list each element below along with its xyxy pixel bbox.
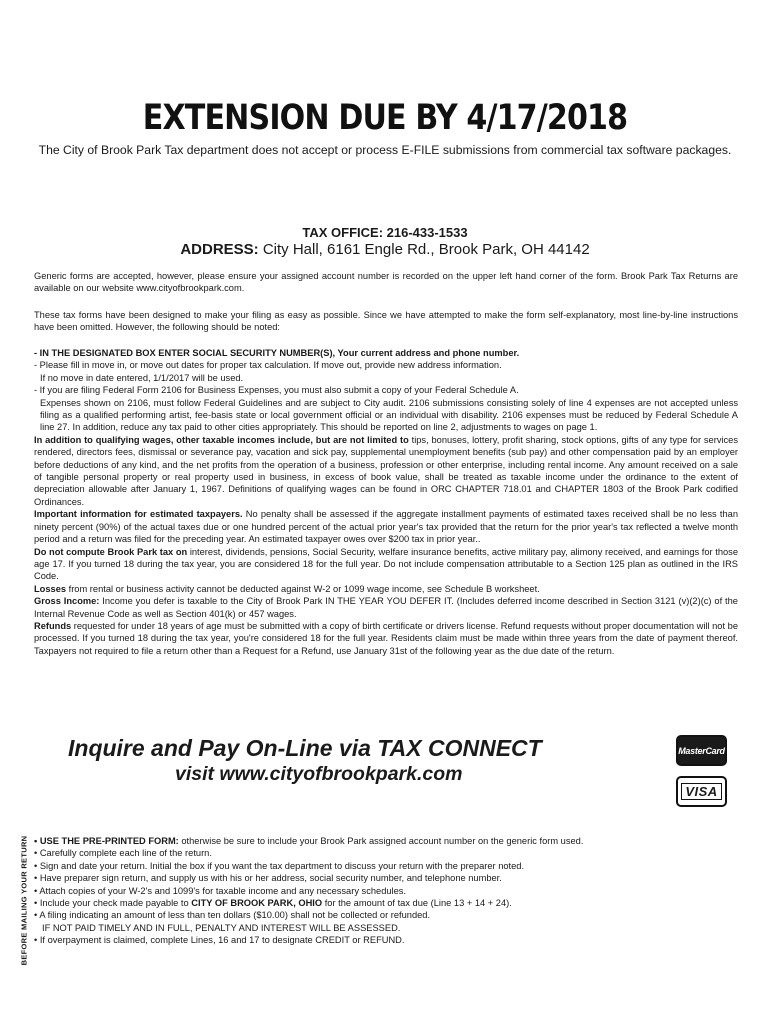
payee-name: CITY OF BROOK PARK, OHIO [191, 898, 323, 909]
list-item: • Attach copies of your W-2's and 1099's for taxable income and any necessary schedules. [34, 885, 407, 896]
preprinted-form-label: • USE THE PRE-PRINTED FORM: [34, 836, 179, 846]
website-link[interactable]: visit www.cityofbrookpark.com [175, 763, 463, 785]
list-item: • Have preparer sign return, and supply us with his or her address, social security number, and telephone number. [34, 873, 502, 884]
visa-label: VISA [681, 783, 721, 800]
qualifying-income-note [34, 434, 738, 508]
preprinted-form-text: otherwise be sure to include your Brook Park assigned account number on the generic form used. [178, 836, 584, 846]
list-item [34, 835, 734, 847]
address-value: City Hall, 6161 Engle Rd., Brook Park, OH 44142 [258, 241, 590, 258]
before-mailing-label: BEFORE MAILING YOUR RETURN [19, 835, 29, 966]
list-item [34, 897, 734, 909]
list-item: • A filing indicating an amount of less than ten dollars ($10.00) shall not be collected or refunded. [34, 910, 431, 921]
check-payable-text: • Include your check made payable to [34, 898, 192, 909]
page-title: EXTENSION DUE BY 4/17/2018 [142, 98, 628, 138]
refunds-label: Refunds [34, 620, 72, 631]
list-item: • Carefully complete each line of the return. [34, 848, 212, 859]
do-not-compute-note [34, 546, 738, 583]
estimated-tax-note [34, 508, 738, 545]
generic-forms-paragraph: Generic forms are accepted, however, please ensure your assigned account number is recorded on the upper left hand corner of the form. Brook Park Tax Returns are available on our website www.cityofbrookpark.com. [34, 271, 738, 294]
mailing-checklist [34, 835, 734, 947]
gross-label: Gross Income: [34, 596, 100, 607]
list-item: • Sign and date your return. Initial the box if you want the tax department to discuss your return with the preparer noted. [34, 860, 525, 871]
qualifying-text: tips, bonuses, lottery, profit sharing, stock options, gifts of any type for services rendered, directors fees, dismissal or severance pay, vacation and sick pay, supplemental unemployment benefits (sub pay) and other compensation paid by an employer before deductions of any kind, and the net profits from the operation of a business, profession or other enterprise, including rental income. Any amount received on a sale of tangible personal property or real property used in business, in excess of book value, shall be treated as taxable income under the ordinance to the extent of depreciation allowable after January 1, 1967. Definitions of qualifying wages can be found in ORC CHAPTER 718.01 and CHAPTER 1803 of the Brook Park codified Ordinances. [34, 434, 739, 507]
office-address [0, 241, 770, 258]
penalty-warning: IF NOT PAID TIMELY AND IN FULL, PENALTY AND INTEREST WILL BE ASSESSED. [42, 922, 401, 933]
address-label: ADDRESS: [180, 241, 259, 258]
estimated-label: Important information for estimated taxpayers. [34, 509, 243, 520]
mastercard-label: MasterCard [678, 745, 725, 756]
ssn-note: - IN THE DESIGNATED BOX ENTER SOCIAL SECURITY NUMBER(S), Your current address and phone number. [34, 348, 520, 358]
form-2106-detail: Expenses shown on 2106, must follow Federal Guidelines and are subject to City audit. 2106 submissions consisting solely of line 4 expenses are not accepted unless filing as a qualified performing artist, fee-basis state or local government official or an individual with disability. 2106 expenses must be reduced by Federal Schedule A line 27. In addition, reduce any tax paid to other cities appropriately. This should be reported on line 2, adjustments to wages on page 1. [40, 397, 738, 433]
no-move-note: If no move in date entered, 1/1/2017 will be used. [40, 372, 244, 383]
mastercard-logo [676, 735, 727, 766]
tax-office-phone: TAX OFFICE: 216-433-1533 [302, 225, 468, 240]
form-2106-note: - If you are filing Federal Form 2106 for Business Expenses, you must also submit a copy of your Federal Schedule A. [34, 385, 519, 396]
gross-income-note [34, 595, 738, 620]
losses-note [34, 583, 738, 595]
list-item: • If overpayment is claimed, complete Lines, 16 and 17 to designate CREDIT or REFUND. [34, 935, 405, 946]
check-amount-text: for the amount of tax due (Line 13 + 14 + 24). [322, 898, 512, 909]
do-not-compute-label: Do not compute Brook Park tax on [34, 546, 188, 557]
losses-label: Losses [34, 583, 67, 594]
instructions-intro-paragraph: These tax forms have been designed to make your filing as easy as possible. Since we have attempted to make the form self-explanatory, most line-by-line instructions have been omitted. However, the following should be noted: [34, 310, 738, 333]
do-not-compute-text: interest, dividends, pensions, Social Security, welfare insurance benefits, active military pay, alimony received, and earnings for those age 17. If you turned 18 during the tax year, you are considered 18 for the full year. Do not include compensation attributable to a Section 125 plan as outlined in the IRS Code. [34, 546, 738, 582]
tax-connect-heading: Inquire and Pay On-Line via TAX CONNECT [68, 735, 542, 761]
visa-logo [676, 776, 727, 807]
gross-text: Income you defer is taxable to the City of Brook Park IN THE YEAR YOU DEFER IT. (Includes deferred income described in Section 3121 (v)(2)(c) of the Internal Revenue Code as well as Section 401(k) or 457 wages. [34, 596, 738, 619]
efile-notice: The City of Brook Park Tax department does not accept or process E-FILE submissions from commercial tax software packages. [38, 143, 732, 157]
refunds-note [34, 620, 738, 657]
instruction-notes [34, 347, 738, 657]
qualifying-label: In addition to qualifying wages, other taxable incomes include, but are not limited to [34, 434, 409, 445]
estimated-text: No penalty shall be assessed if the aggregate installment payments of estimated taxes received shall be no less than ninety percent (90%) of the actual taxes due or one hundred percent of the actual prior year's tax provided that the return for the prior year's tax reflected a twelve month period and a return was filed for the preceding year. An estimated taxpayer owes over $200 tax in prior year.. [34, 509, 739, 545]
refunds-text: requested for under 18 years of age must be submitted with a copy of birth certificate or drivers license. Refund requests without proper documentation will not be processed. If you turned 18 during the tax year, you're considered 18 for the full year. Residents claim must be made within three years from the date of payment thereof. Taxpayers not required to file a return other than a Request for a Refund, use January 31st of the following year as the due date of the return. [34, 620, 738, 656]
losses-text: from rental or business activity cannot be deducted against W-2 or 1099 wage income, see Schedule B worksheet. [66, 583, 540, 594]
move-dates-note: - Please fill in move in, or move out dates for proper tax calculation. If move out, provide new address information. [34, 360, 502, 371]
